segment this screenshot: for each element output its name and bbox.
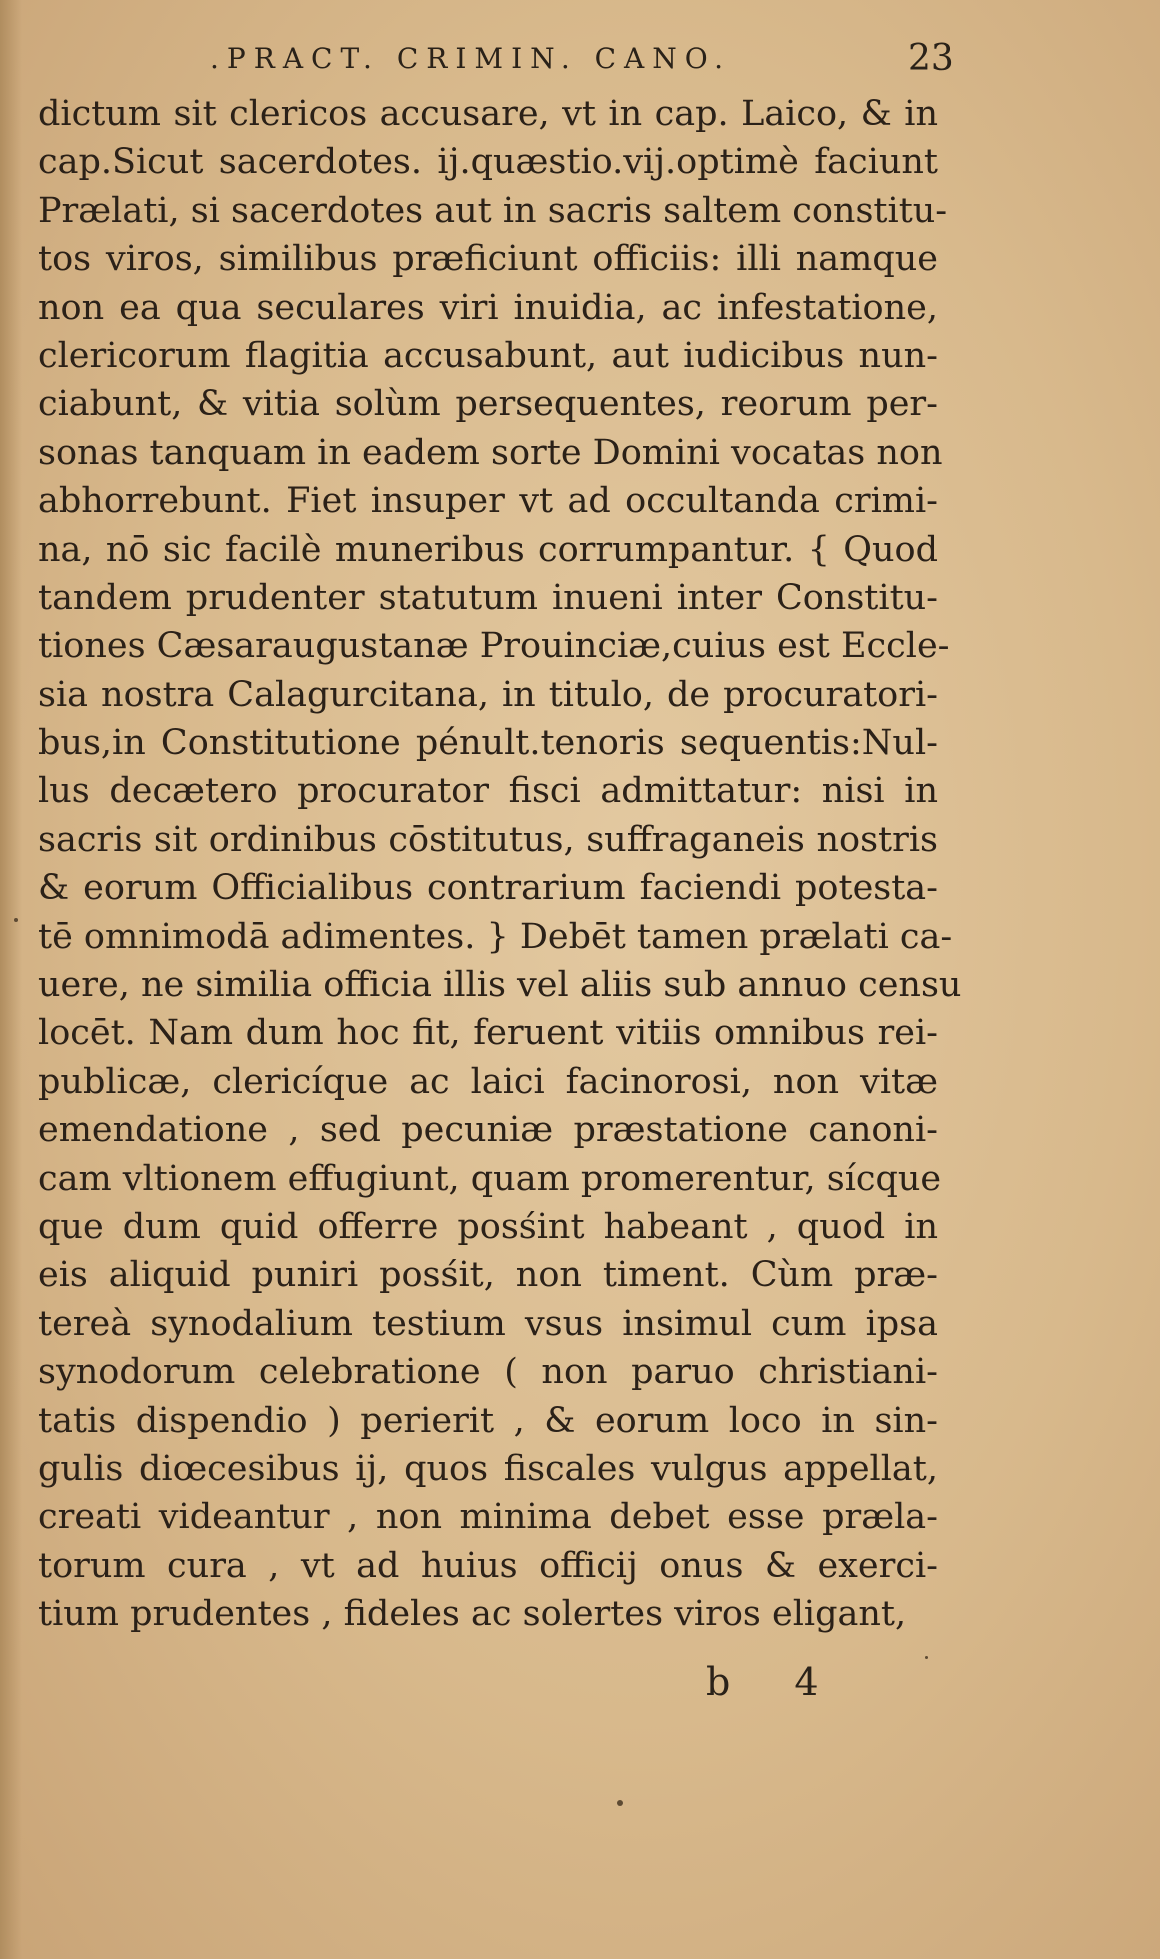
text-line: non ea qua seculares viri inuidia, ac infestatione,: [38, 287, 938, 328]
body-text: [38, 90, 962, 1639]
text-line: sonas tanquam in eadem sorte Domini vocatas non: [38, 432, 943, 473]
text-line: sacris sit ordinibus cōstitutus, suffraganeis nostris: [38, 819, 938, 860]
text-line: que dum quid offerre posśint habeant , quod in: [38, 1206, 938, 1247]
text-line: synodorum celebratione ( non paruo christiani-: [38, 1352, 938, 1393]
paper-speck: [925, 1656, 928, 1659]
text-line: tos viros, similibus præficiunt officiis: illi namque: [38, 239, 938, 280]
text-line: dictum sit clericos accusare, vt in cap. Laico, & in: [38, 94, 938, 134]
text-line: clericorum flagitia accusabunt, aut iudicibus nun-: [38, 335, 938, 376]
text-line: creati videantur , non minima debet esse præla-: [38, 1497, 938, 1538]
text-line: locēt. Nam dum hoc fit, feruent vitiis omnibus rei-: [38, 1013, 938, 1054]
text-line: gulis diœcesibus ij, quos fiscales vulgus appellat,: [38, 1448, 938, 1489]
text-line: uere, ne similia officia illis vel aliis sub annuo censu: [38, 965, 962, 1006]
text-line: na, nō sic facilè muneribus corrumpantur. { Quod: [38, 529, 938, 570]
text-line: tium prudentes , fideles ac solertes viros eligant,: [38, 1594, 907, 1635]
text-line: tiones Cæsaraugustanæ Prouinciæ,cuius est Eccle-: [38, 626, 950, 667]
text-line: lus decætero procurator fisci admittatur: nisi in: [38, 771, 938, 812]
text-line: abhorrebunt. Fiet insuper vt ad occultanda crimi-: [38, 481, 938, 522]
text-line: tereà synodalium testium vsus insimul cum ipsa: [38, 1303, 938, 1344]
text-line: publicæ, clericíque ac laici facinorosi, non vitæ: [38, 1061, 938, 1102]
page-number: 23: [908, 38, 954, 79]
text-line: & eorum Officialibus contrarium faciendi potesta-: [38, 868, 938, 909]
text-line: Prælati, si sacerdotes aut in sacris saltem constitu-: [38, 190, 948, 231]
text-line: ciabunt, & vitia solùm persequentes, reorum per-: [38, 384, 938, 425]
text-line: cap.Sicut sacerdotes. ij.quæstio.vij.optimè faciunt: [38, 142, 938, 183]
text-line: cam vltionem effugiunt, quam promerentur, sícque: [38, 1158, 942, 1199]
paper-speck: [617, 1800, 623, 1806]
text-line: tatis dispendio ) perierit , & eorum loco in sin-: [38, 1400, 938, 1441]
text-line: tē omnimodā adimentes. } Debēt tamen prælati ca-: [38, 916, 953, 957]
text-line: sia nostra Calagurcitana, in titulo, de procuratori-: [38, 674, 938, 715]
text-line: bus,in Constitutione pénult.tenoris sequentis:Nul-: [38, 723, 938, 764]
paper-speck: [14, 918, 18, 922]
running-head: [0, 38, 1160, 78]
text-line: eis aliquid puniri posśit, non timent. Cùm præ-: [38, 1255, 938, 1296]
running-title: .PRACT. CRIMIN. CANO.: [210, 42, 731, 75]
text-line: tandem prudenter statutum inueni inter Constitu-: [38, 577, 938, 618]
text-line: torum cura , vt ad huius officij onus & exerci-: [38, 1545, 938, 1586]
signature-mark: b 4: [706, 1660, 845, 1704]
text-line: emendatione , sed pecuniæ præstatione canoni-: [38, 1110, 938, 1151]
